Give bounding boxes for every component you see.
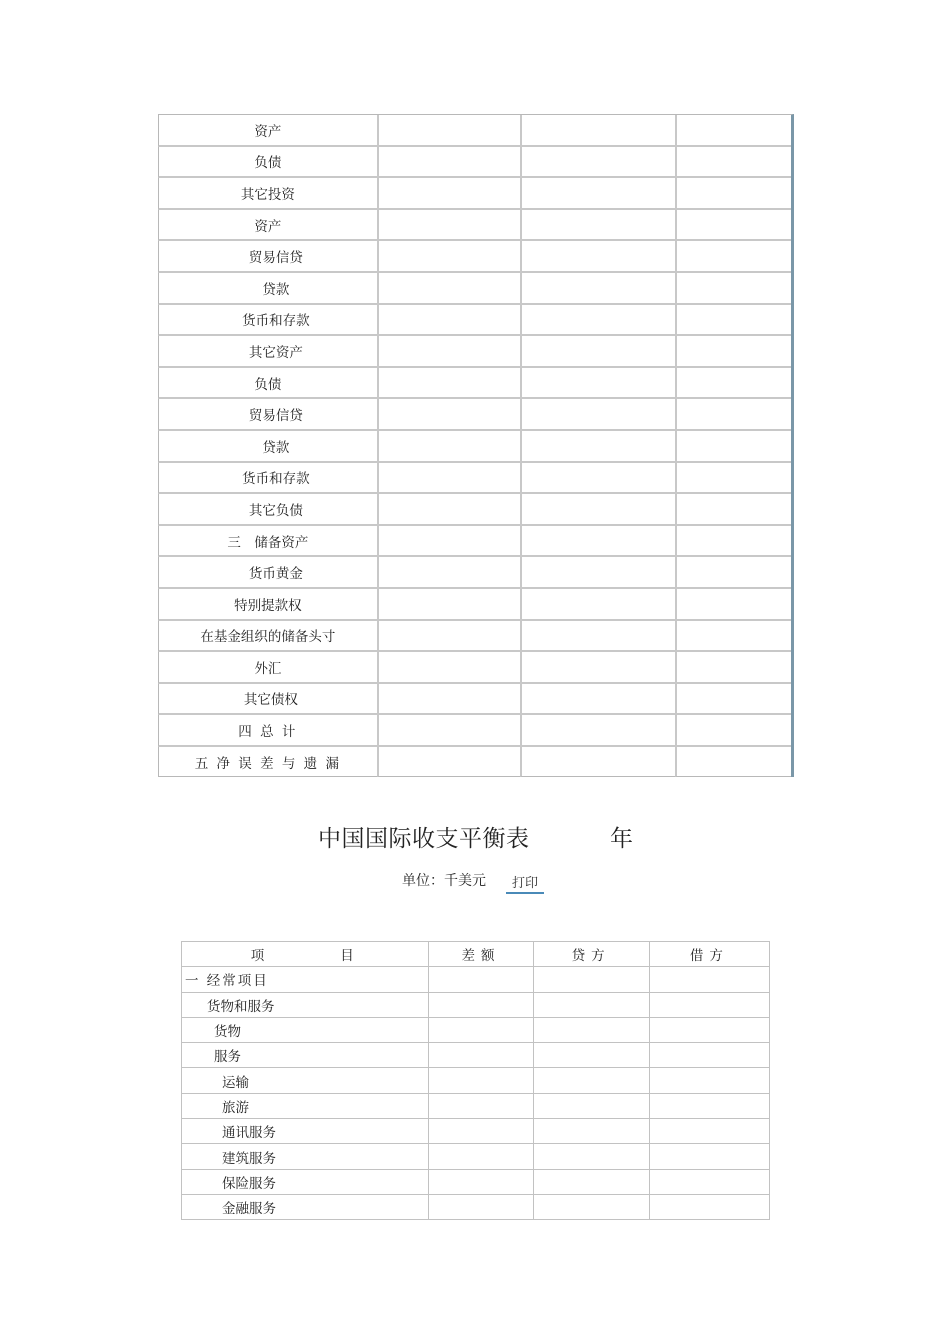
table-row: [158, 621, 791, 653]
row-label: 负债: [254, 155, 282, 172]
row-label: 货物和服务: [182, 992, 429, 1017]
table-row: [182, 1169, 770, 1194]
table-row: [182, 1068, 770, 1093]
table-row: [158, 273, 791, 305]
row-label: 金融服务: [182, 1194, 429, 1219]
table-row: [158, 399, 791, 431]
row-label: 其它投资: [240, 186, 295, 203]
table-row: [158, 147, 791, 179]
table-row: [158, 747, 791, 778]
row-label: 三 储备资产: [227, 534, 309, 551]
row-label: 通讯服务: [182, 1119, 429, 1144]
row-label: 在基金组织的储备头寸: [200, 629, 336, 646]
table-row: [182, 1017, 770, 1042]
col-header-diff: 差额: [429, 942, 533, 967]
table-row: [158, 241, 791, 273]
row-label: 其它债权: [243, 692, 298, 709]
table-row: [182, 967, 770, 992]
table-row: [158, 557, 791, 589]
unit-label: 单位：千美元: [402, 873, 486, 889]
balance-table: [181, 941, 770, 1220]
row-label: 外汇: [254, 660, 282, 677]
table-row: [158, 368, 791, 400]
table-row: [182, 1043, 770, 1068]
table-row: [158, 494, 791, 526]
col-header-item: 项 目: [182, 942, 429, 967]
row-label: 货币和存款: [242, 471, 310, 488]
row-label: 一 经常项目: [182, 967, 429, 992]
row-label: 贸易信贷: [248, 250, 303, 267]
table-row: [158, 115, 791, 147]
table-row: [158, 652, 791, 684]
row-label: 资产: [254, 218, 282, 235]
table-row: [182, 1093, 770, 1118]
table-row: [182, 992, 770, 1017]
table-row: [158, 431, 791, 463]
table-row: [182, 1119, 770, 1144]
row-label: 货币和存款: [242, 313, 310, 330]
row-label: 负债: [254, 376, 282, 393]
table-row: [158, 589, 791, 621]
row-label: 其它负债: [248, 502, 303, 519]
row-label: 贸易信贷: [248, 408, 303, 425]
row-label: 建筑服务: [182, 1144, 429, 1169]
reserve-table: [158, 114, 794, 777]
table-row: [158, 526, 791, 558]
row-label: 其它资产: [248, 344, 303, 361]
row-label: 运输: [182, 1068, 429, 1093]
row-label: 保险服务: [182, 1169, 429, 1194]
col-header-debit: 借方: [649, 942, 769, 967]
row-label: 贷款: [262, 281, 290, 298]
table-row: [158, 178, 791, 210]
table-row: [158, 305, 791, 337]
table-row: [182, 1194, 770, 1219]
row-label: 服务: [182, 1043, 429, 1068]
col-header-credit: 贷方: [533, 942, 649, 967]
row-label: 特别提款权: [234, 597, 302, 614]
row-label: 旅游: [182, 1093, 429, 1118]
row-label: 贷款: [262, 439, 290, 456]
row-label: 五 净 误 差 与 遗 漏: [194, 755, 341, 772]
row-label: 货币黄金: [248, 566, 303, 583]
row-label: 资产: [254, 123, 282, 140]
row-label: 四 总 计: [238, 724, 298, 741]
table-row: [182, 1144, 770, 1169]
page-title: 中国国际收支平衡表: [318, 826, 530, 852]
table-row: [158, 684, 791, 716]
table-row: [158, 336, 791, 368]
page-title-year: 年: [610, 826, 633, 852]
table-header-row: [182, 942, 770, 967]
table-row: [158, 715, 791, 747]
table-row: [158, 463, 791, 495]
table-row: [158, 210, 791, 242]
print-link[interactable]: 打印: [506, 872, 544, 894]
row-label: 货物: [182, 1017, 429, 1042]
